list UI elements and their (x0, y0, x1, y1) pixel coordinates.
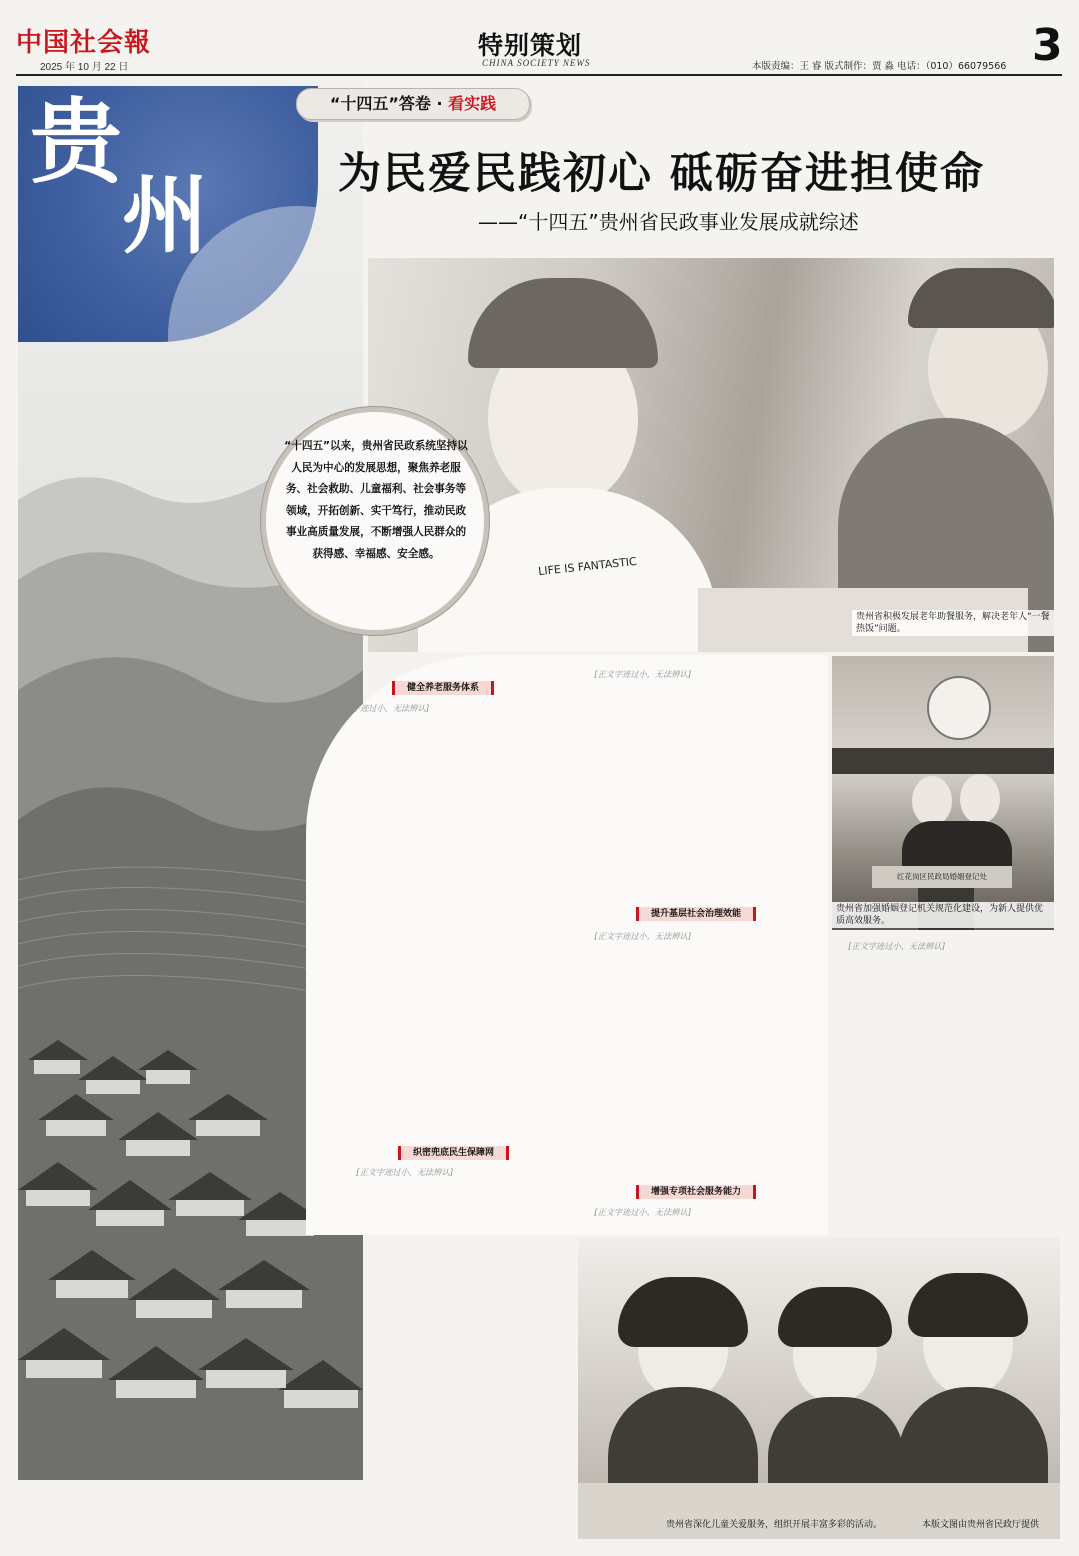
photo3-caption: 贵州省深化儿童关爱服务，组织开展丰富多彩的活动。 (666, 1520, 883, 1530)
photo3-credit: 本版文图由贵州省民政厅提供 (922, 1520, 1040, 1530)
section-english: CHINA SOCIETY NEWS (482, 58, 591, 68)
sub-headline: ——“十四五”贵州省民政事业发展成就综述 (478, 210, 859, 234)
photo1-headdress-left (468, 278, 658, 368)
body-column-2-text: [正文字迹过小，无法辨认] (594, 669, 691, 679)
body-column-3-text: [正文字迹过小，无法辨认] (848, 941, 945, 951)
body-column-3 (832, 940, 1054, 1230)
masthead (0, 0, 1079, 78)
intro-text: “十四五”以来，贵州省民政系统坚持以人民为中心的发展思想，聚焦养老服务、社会救助、儿童福利、社会事务等领域，开拓创新、实干笃行，推动民政事业高质量发展，不断增强人民群众的获得感、幸福感、安全感。 (284, 440, 468, 560)
photo2-face-1 (912, 776, 952, 826)
section-header-social-assistance: 织密兜底民生保障网 (398, 1146, 509, 1160)
photo2-sign: 红花岗区民政局婚姻登记处 (872, 866, 1012, 888)
photo2-face-2 (960, 774, 1000, 824)
photo1-shirt-text: LIFE IS FANTASTIC (537, 554, 638, 579)
column-tag-red: 看实践 (448, 94, 497, 113)
province-char-gui: 贵 (30, 88, 123, 196)
body-column-1b-text: [正文字迹过小，无法辨认] (356, 1167, 453, 1177)
column-tag-black: “十四五”答卷 · (329, 94, 449, 113)
body-column-1 (316, 702, 568, 1142)
body-column-2 (578, 668, 824, 900)
column-tag (296, 88, 530, 120)
newspaper-logo: 中国社会報 (16, 28, 152, 58)
body-column-2c-text: [正文字迹过小，无法辨认] (594, 1207, 691, 1217)
page-number: 3 (1032, 20, 1063, 71)
photo2-banner (832, 748, 1054, 774)
body-column-2b (578, 930, 824, 1178)
section-header-grassroots-governance: 提升基层社会治理效能 (636, 907, 756, 921)
photo1-headdress-right (908, 268, 1054, 328)
photo3-child-1-hair (618, 1277, 748, 1347)
photo2-caption: 贵州省加强婚姻登记机关规范化建设，为新人提供优质高效服务。 (832, 902, 1054, 928)
photo-marriage-registration (832, 656, 1054, 930)
body-column-1b (340, 1166, 562, 1466)
section-name: 特别策划 (478, 31, 583, 60)
photo3-child-3-hair (908, 1273, 1028, 1337)
body-column-2b-text: [正文字迹过小，无法辨认] (594, 931, 691, 941)
photo2-emblem (927, 676, 991, 740)
photo-children-activity (578, 1237, 1060, 1539)
province-char-zhou: 州 (122, 165, 208, 266)
photo1-caption: 贵州省积极发展老年助餐服务，解决老年人“一餐热饭”问题。 (852, 610, 1054, 636)
section-header-elderly-care: 健全养老服务体系 (392, 681, 494, 695)
masthead-rule (16, 74, 1062, 76)
issue-date: 2025 年 10 月 22 日 (40, 62, 129, 73)
photo3-child-2-hair (778, 1287, 892, 1347)
section-header-special-services: 增强专项社会服务能力 (636, 1185, 756, 1199)
body-column-1-text: [正文字迹过小，无法辨认] (332, 703, 429, 713)
editor-credits: 本版责编：王 睿 版式制作：贾 淼 电话：（010）66079566 (752, 61, 1007, 72)
body-column-2c (578, 1206, 824, 1232)
headline: 为民爱民践初心 砥砺奋进担使命 (338, 149, 985, 199)
photo-elderly-dining (368, 258, 1054, 652)
